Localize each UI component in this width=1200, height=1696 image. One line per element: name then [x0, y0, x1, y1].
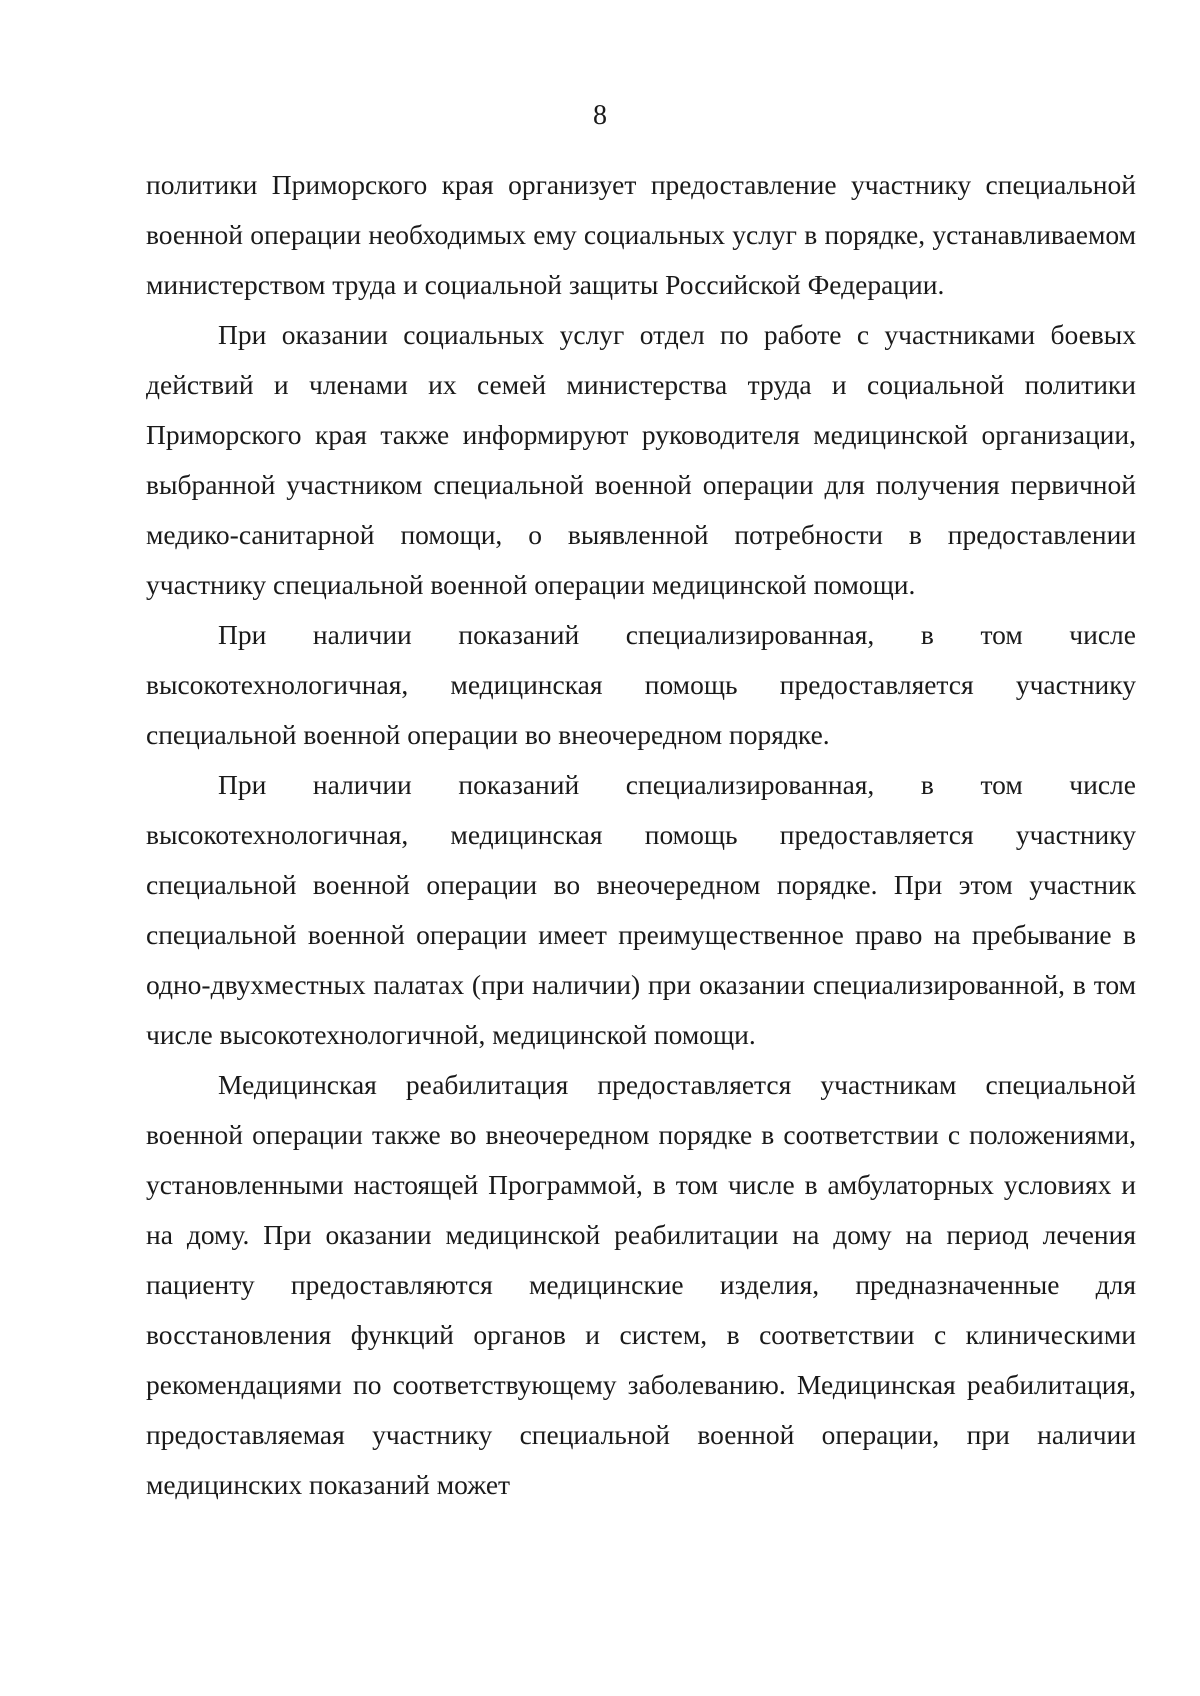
paragraph-continued: политики Приморского края организует предоставление участнику специальной военной операции необходимых ему социальных услуг в порядке, устанавливаемом министерством труда и социальной защиты Российской Федерации. [146, 169, 1136, 300]
page-number: 8 [593, 100, 607, 131]
paragraph-specialized-care: При наличии показаний специализированная, в том числе высокотехнологичная, медицинская помощь предоставляется участнику специальной военной операции во внеочередном порядке. [146, 619, 1136, 750]
document-body [146, 160, 1136, 1510]
paragraph-medical-rehabilitation: Медицинская реабилитация предоставляется участникам специальной военной операции также во внеочередном порядке в соответствии с положениями, установленными настоящей Программой, в том числе в амбулаторных условиях и на дому. При оказании медицинской реабилитации на дому на период лечения пациенту предоставляются медицинские изделия, предназначенные для восстановления функций органов и систем, в соответствии с клиническими рекомендациями по соответствующему заболеванию. Медицинская реабилитация, предоставляемая участнику специальной военной операции, при наличии медицинских показаний может [146, 1069, 1136, 1500]
paragraph-specialized-care-wards: При наличии показаний специализированная, в том числе высокотехнологичная, медицинская помощь предоставляется участнику специальной военной операции во внеочередном порядке. При этом участник специальной военной операции имеет преимущественное право на пребывание в одно-двухместных палатах (при наличии) при оказании специализированной, в том числе высокотехнологичной, медицинской помощи. [146, 769, 1136, 1050]
paragraph-social-services: При оказании социальных услуг отдел по работе с участниками боевых действий и членами их семей министерства труда и социальной политики Приморского края также информируют руководителя медицинской организации, выбранной участником специальной военной операции для получения первичной медико-санитарной помощи, о выявленной потребности в предоставлении участнику специальной военной операции медицинской помощи. [146, 319, 1136, 600]
